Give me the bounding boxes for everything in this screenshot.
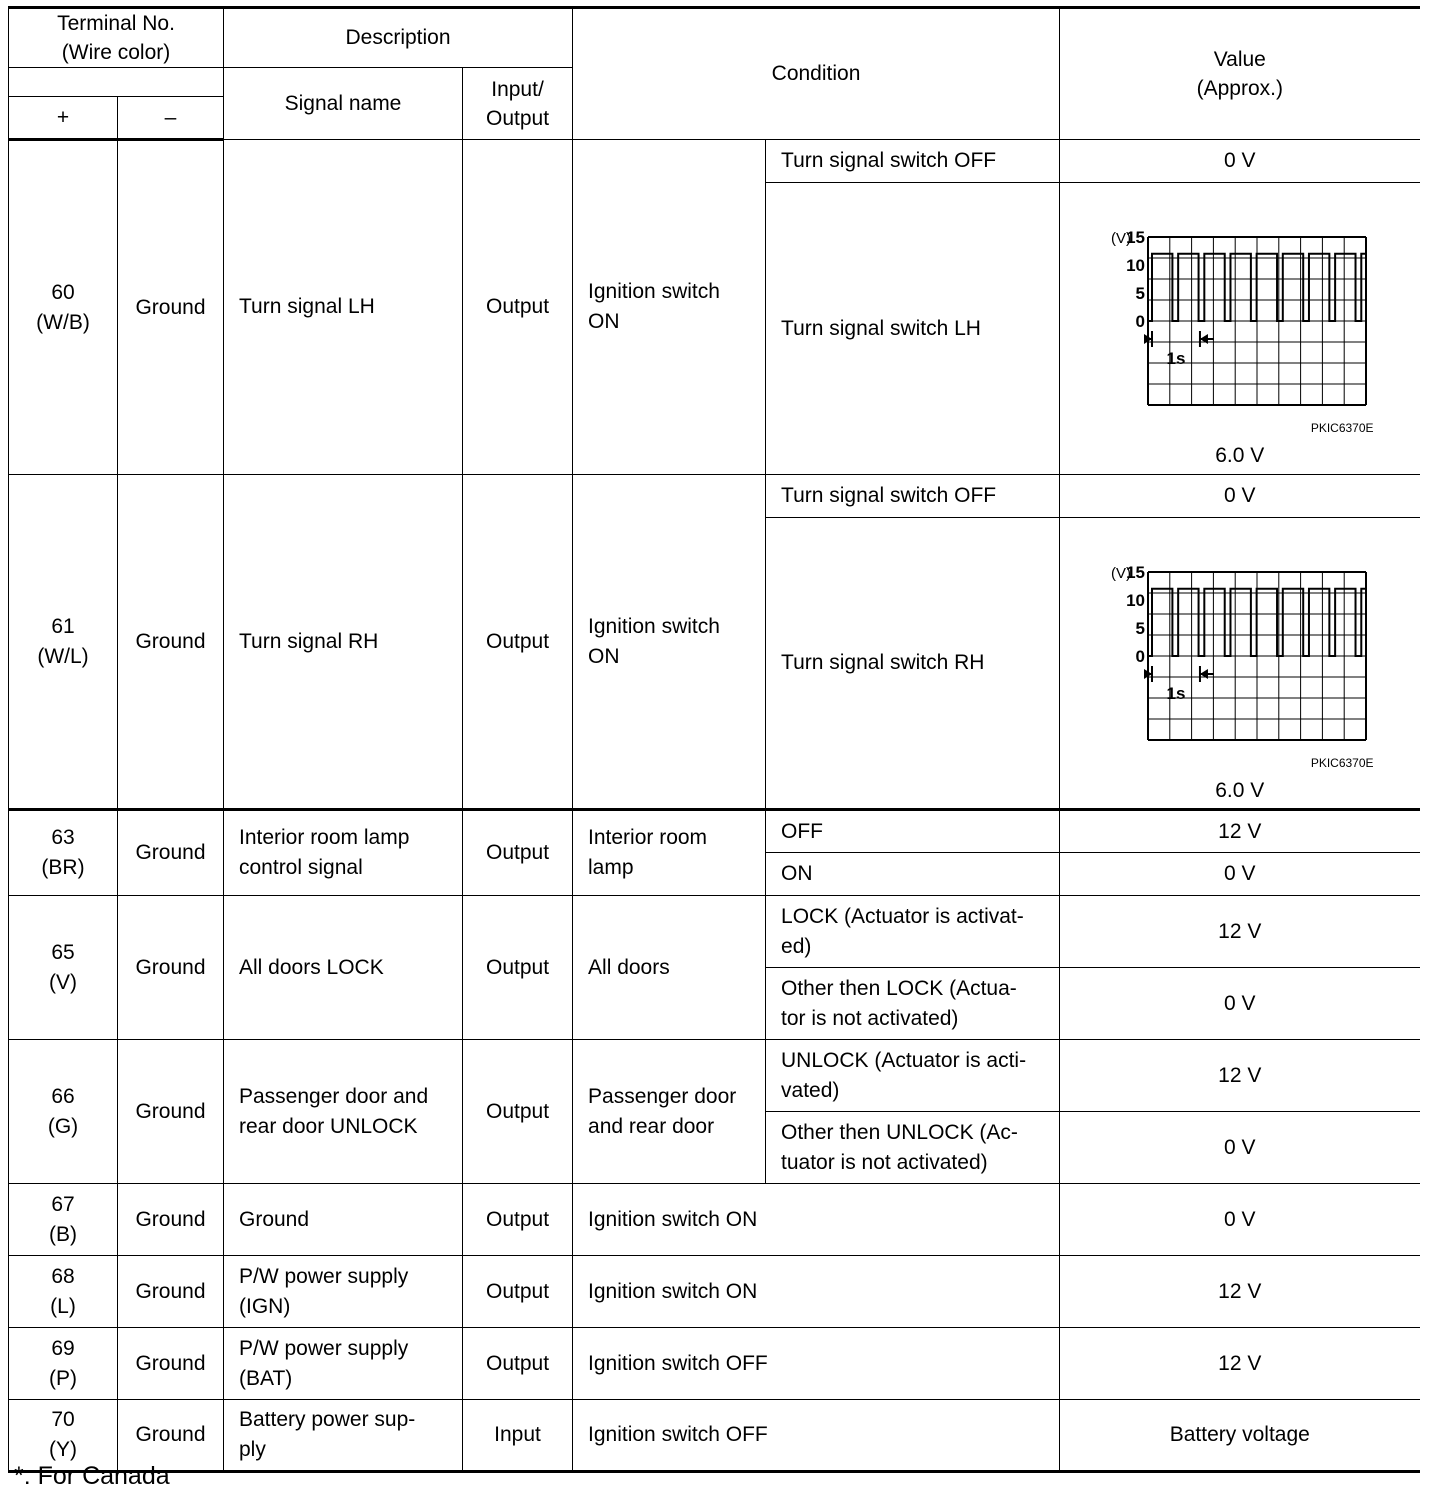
signal-name-cell: Battery power sup- ply: [224, 1400, 463, 1472]
value-cell: 0 V: [1060, 968, 1420, 1040]
period-label: 1s: [1166, 684, 1186, 703]
waveform-cell: [1060, 183, 1420, 475]
ground-cell: Ground: [118, 896, 224, 1040]
unit-label: (V): [1111, 565, 1132, 582]
value-cell: 0 V: [1060, 1184, 1420, 1256]
figure-id: PKIC6370E: [1310, 756, 1374, 770]
sub-condition-cell: Turn signal switch LH: [766, 183, 1060, 475]
turn-signal-waveform: [1108, 223, 1388, 413]
y-tick-label: 5: [1135, 284, 1146, 303]
turn-signal-waveform: [1108, 558, 1388, 748]
io-cell: Output: [463, 1256, 573, 1328]
sub-condition-cell: LOCK (Actuator is activat- ed): [766, 896, 1060, 968]
header-terminal: Terminal No. (Wire color): [9, 8, 224, 68]
y-tick-label: 0: [1135, 312, 1146, 331]
condition-cell: Ignition switch ON: [573, 475, 766, 810]
header-signal-name: Signal name: [224, 68, 463, 140]
value-cell: 6.0 V: [1215, 444, 1265, 467]
terminal-cell: 60 (W/B): [9, 140, 118, 475]
header-description: Description: [224, 8, 573, 68]
sub-condition-cell: ON: [766, 853, 1060, 896]
period-label: 1s: [1166, 349, 1186, 368]
terminal-cell: 65 (V): [9, 896, 118, 1040]
y-tick-label: 15: [1126, 228, 1146, 247]
value-cell: 0 V: [1060, 140, 1420, 183]
condition-cell: Ignition switch ON: [573, 1184, 1060, 1256]
signal-name-cell: Turn signal LH: [224, 140, 463, 475]
terminal-cell: 70 (Y): [9, 1400, 118, 1472]
terminal-cell: 61 (W/L): [9, 475, 118, 810]
header-minus: –: [118, 97, 224, 140]
header-input-output: Input/ Output: [463, 68, 573, 140]
signal-name-cell: P/W power supply (IGN): [224, 1256, 463, 1328]
sub-condition-cell: Other then LOCK (Actua- tor is not activated): [766, 968, 1060, 1040]
value-cell: 0 V: [1060, 475, 1420, 518]
terminal-table: [8, 6, 1420, 1473]
ground-cell: Ground: [118, 1184, 224, 1256]
value-cell: 12 V: [1060, 810, 1420, 853]
condition-cell: Ignition switch ON: [573, 1256, 1060, 1328]
io-cell: Output: [463, 1040, 573, 1184]
ground-cell: Ground: [118, 1328, 224, 1400]
header-condition: Condition: [573, 8, 1060, 140]
io-cell: Output: [463, 475, 573, 810]
signal-name-cell: Interior room lamp control signal: [224, 810, 463, 896]
y-tick-label: 10: [1126, 256, 1146, 275]
ground-cell: Ground: [118, 810, 224, 896]
terminal-cell: 69 (P): [9, 1328, 118, 1400]
signal-name-cell: Turn signal RH: [224, 475, 463, 810]
condition-cell: Ignition switch OFF: [573, 1400, 1060, 1472]
figure-id: PKIC6370E: [1310, 421, 1374, 435]
header-value: Value (Approx.): [1060, 8, 1420, 140]
value-cell: 6.0 V: [1215, 779, 1265, 802]
sub-condition-cell: Turn signal switch OFF: [766, 140, 1060, 183]
header-plus: +: [9, 97, 118, 140]
terminal-cell: 67 (B): [9, 1184, 118, 1256]
ground-cell: Ground: [118, 475, 224, 810]
io-cell: Output: [463, 1184, 573, 1256]
terminal-cell: 68 (L): [9, 1256, 118, 1328]
y-tick-label: 15: [1126, 563, 1146, 582]
terminal-cell: 63 (BR): [9, 810, 118, 896]
ground-cell: Ground: [118, 140, 224, 475]
value-cell: Battery voltage: [1060, 1400, 1420, 1472]
io-cell: Input: [463, 1400, 573, 1472]
square-wave: [1148, 254, 1366, 321]
condition-cell: All doors: [573, 896, 766, 1040]
ground-cell: Ground: [118, 1400, 224, 1472]
value-cell: 12 V: [1060, 896, 1420, 968]
terminal-cell: 66 (G): [9, 1040, 118, 1184]
ground-cell: Ground: [118, 1040, 224, 1184]
signal-name-cell: Ground: [224, 1184, 463, 1256]
y-tick-label: 0: [1135, 647, 1146, 666]
sub-condition-cell: Turn signal switch OFF: [766, 475, 1060, 518]
io-cell: Output: [463, 896, 573, 1040]
signal-name-cell: All doors LOCK: [224, 896, 463, 1040]
waveform-cell: [1060, 518, 1420, 810]
value-cell: 0 V: [1060, 1112, 1420, 1184]
y-tick-label: 5: [1135, 619, 1146, 638]
square-wave: [1148, 589, 1366, 656]
y-tick-label: 10: [1126, 591, 1146, 610]
value-cell: 12 V: [1060, 1040, 1420, 1112]
signal-name-cell: P/W power supply (BAT): [224, 1328, 463, 1400]
io-cell: Output: [463, 140, 573, 475]
sub-condition-cell: Turn signal switch RH: [766, 518, 1060, 810]
condition-cell: Passenger door and rear door: [573, 1040, 766, 1184]
unit-label: (V): [1111, 230, 1132, 247]
condition-cell: Ignition switch ON: [573, 140, 766, 475]
signal-name-cell: Passenger door and rear door UNLOCK: [224, 1040, 463, 1184]
sub-condition-cell: Other then UNLOCK (Ac- tuator is not activated): [766, 1112, 1060, 1184]
value-cell: 12 V: [1060, 1328, 1420, 1400]
sub-condition-cell: OFF: [766, 810, 1060, 853]
ground-cell: Ground: [118, 1256, 224, 1328]
condition-cell: Interior room lamp: [573, 810, 766, 896]
io-cell: Output: [463, 1328, 573, 1400]
sub-condition-cell: UNLOCK (Actuator is acti- vated): [766, 1040, 1060, 1112]
value-cell: 12 V: [1060, 1256, 1420, 1328]
value-cell: 0 V: [1060, 853, 1420, 896]
io-cell: Output: [463, 810, 573, 896]
condition-cell: Ignition switch OFF: [573, 1328, 1060, 1400]
footnote: *: For Canada: [14, 1462, 170, 1490]
